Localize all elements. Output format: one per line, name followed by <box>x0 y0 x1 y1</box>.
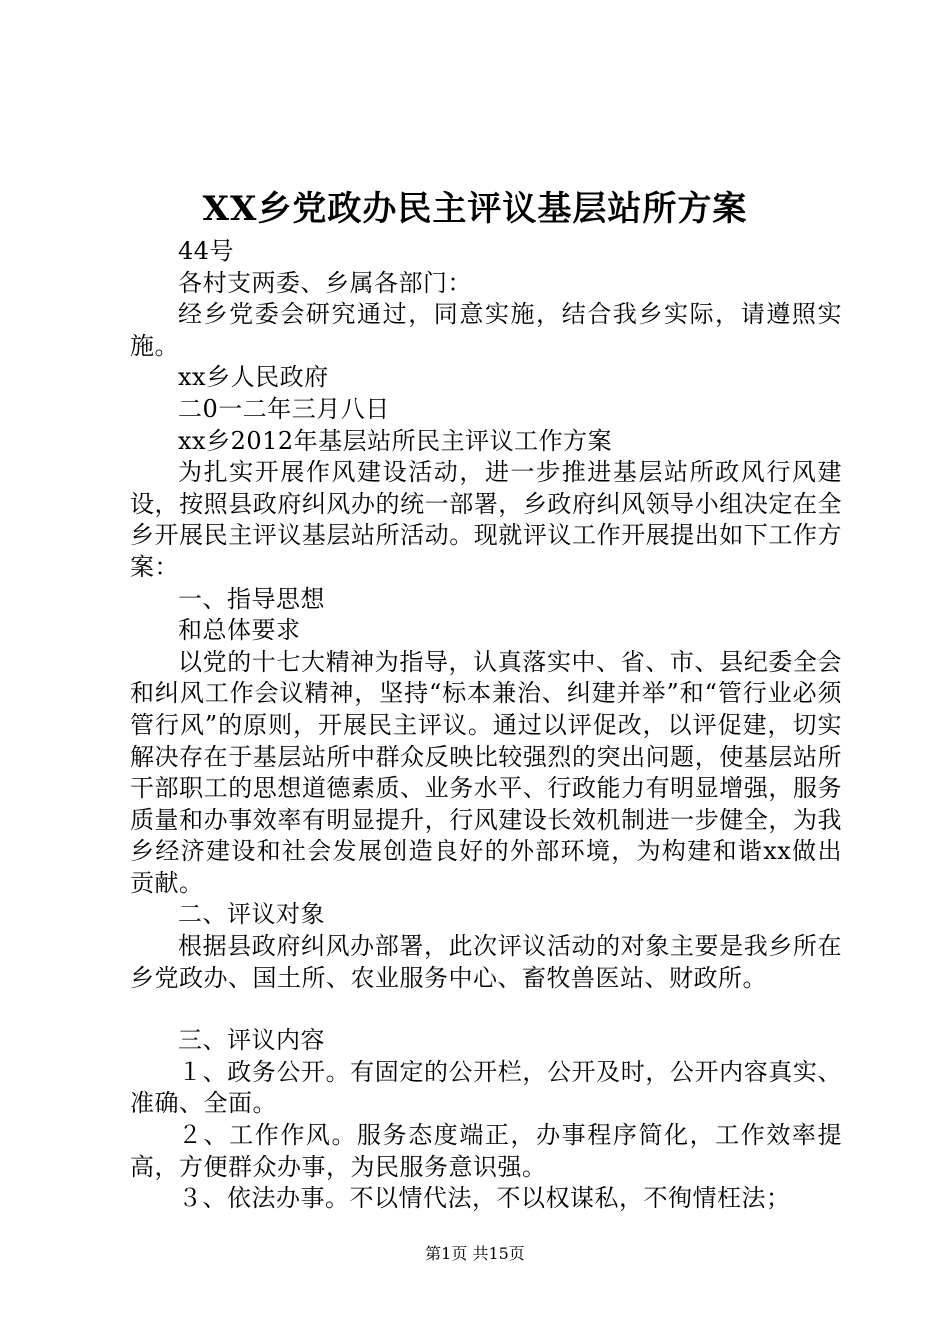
issue-date: 二0一二年三月八日 <box>178 394 390 423</box>
document-number: 44号 <box>178 237 235 265</box>
section-heading: 和总体要求 <box>178 616 301 645</box>
addressee: 各村支两委、乡属各部门： <box>178 268 472 297</box>
paragraph: 为扎实开展作风建设活动，进一步推进基层站所政风行风建设，按照县政府纠风办的统一部署，乡政府纠风领导小组决定在全乡开展民主评议基层站所活动。现就评议工作开展提出如下工作方案： <box>130 458 842 581</box>
section-heading: 三、评议内容 <box>178 1026 325 1055</box>
issuer: xx乡人民政府 <box>178 363 329 392</box>
document-body <box>130 236 842 1215</box>
paragraph: 经乡党委会研究通过，同意实施，结合我乡实际，请遵照实施。 <box>130 300 842 360</box>
list-item: ３、依法办事。不以情代法，不以权谋私，不徇情枉法； <box>178 1184 791 1213</box>
page-number: 第1页 共15页 <box>425 1244 525 1263</box>
paragraph: 根据县政府纠风办部署，此次评议活动的对象主要是我乡所在乡党政办、国土所、农业服务中心、畜牧兽医站、财政所。 <box>130 932 842 992</box>
document-title: XX乡党政办民主评议基层站所方案 <box>202 189 748 229</box>
section-heading: 二、评议对象 <box>178 900 325 929</box>
list-item: ２、工作作风。服务态度端正，办事程序简化，工作效率提高，方便群众办事，为民服务意识强。 <box>130 1121 842 1181</box>
section-heading: 一、指导思想 <box>178 584 325 613</box>
list-item: １、政务公开。有固定的公开栏，公开及时，公开内容真实、准确、全面。 <box>130 1057 842 1118</box>
paragraph: 以党的十七大精神为指导，认真落实中、省、市、县纪委全会和纠风工作会议精神，坚持“标本兼治、纠建并举”和“管行业必须管行风”的原则，开展民主评议。通过以评促改，以评促建，切实解决存在于基层站所中群众反映比较强烈的突出问题，使基层站所干部职工的思想道德素质、业务水平、行政能力有明显增强，服务质量和办事效率有明显提升，行风建设长效机制进一步健全，为我乡经济建设和社会发展创造良好的外部环境，为构建和谐xx做出贡献。 <box>130 647 842 897</box>
plan-heading: xx乡2012年基层站所民主评议工作方案 <box>178 426 613 455</box>
